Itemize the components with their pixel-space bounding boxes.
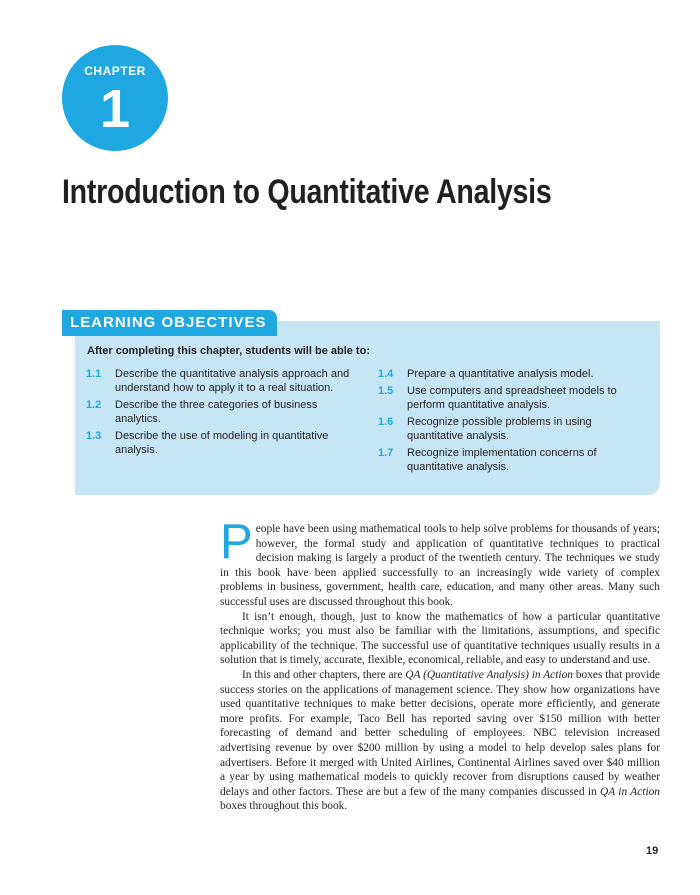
objective-item	[378, 367, 648, 381]
objectives-column-right	[378, 367, 648, 477]
qa-in-action-emphasis: QA (Quantitative Analysis) in Action	[405, 668, 573, 681]
objective-text: Describe the use of modeling in quantitative analysis.	[115, 430, 329, 456]
paragraph-text: boxes throughout this book.	[220, 800, 348, 813]
learning-objectives-intro: After completing this chapter, students will be able to:	[87, 345, 370, 357]
objective-number: 1.5	[378, 385, 394, 397]
objective-number: 1.6	[378, 416, 394, 428]
paragraph-text: boxes that provide success stories on the applications of management science. They show how organizations have used quantitative techniques to make better decisions, operate more efficiently, and generate more profits. For example, Taco Bell has reported saving over $150 million with better forecasting of demand and better scheduling of employees. NBC television increased advertising revenue by over $200 million by using a model to help develop sales plans for advertisers. Before it merged with United Airlines, Continental Airlines saved over $40 million a year by using mathematical models to quickly recover from disruptions caused by weather delays and other factors. These are but a few of the many companies discussed in	[220, 668, 660, 798]
learning-objectives-heading: LEARNING OBJECTIVES	[62, 310, 277, 336]
objective-number: 1.3	[86, 430, 102, 442]
body-paragraph	[220, 668, 660, 814]
page-number: 19	[646, 845, 659, 857]
chapter-number: 1	[99, 79, 131, 139]
body-paragraph	[220, 515, 660, 610]
objective-number: 1.2	[86, 399, 102, 411]
objective-item	[86, 429, 356, 457]
objective-number: 1.4	[378, 368, 394, 380]
objective-text: Prepare a quantitative analysis model.	[407, 368, 594, 380]
objective-text: Recognize implementation concerns of quantitative analysis.	[407, 447, 597, 473]
objective-item	[378, 446, 648, 474]
objective-text: Describe the quantitative analysis approach and understand how to apply it to a real situation.	[115, 368, 350, 394]
objective-number: 1.7	[378, 447, 394, 459]
objective-item	[378, 384, 648, 412]
body-paragraph	[220, 610, 660, 668]
drop-cap: P	[220, 515, 253, 569]
objective-text: Describe the three categories of business analytics.	[115, 399, 318, 425]
objectives-column-left	[86, 367, 356, 460]
objective-number: 1.1	[86, 368, 102, 380]
chapter-label: CHAPTER	[84, 64, 146, 78]
body-text	[220, 515, 661, 814]
paragraph-text: eople have been using mathematical tools to help solve problems for thousands of years; however, the formal study and application of quantitative techniques to practical decision making is largely a product of the twentieth century. The techniques we study in this book have been applied successfully to an increasingly wide variety of complex problems in business, government, health care, education, and many other areas. Many such successful uses are discussed throughout this book.	[220, 523, 660, 608]
objective-text: Recognize possible problems in using quantitative analysis.	[407, 416, 592, 442]
objective-item	[86, 367, 356, 395]
qa-in-action-emphasis: QA in Action	[600, 785, 661, 798]
objective-item	[86, 398, 356, 426]
objective-item	[378, 415, 648, 443]
objective-text: Use computers and spreadsheet models to perform quantitative analysis.	[407, 385, 617, 411]
paragraph-text: In this and other chapters, there are	[242, 668, 406, 681]
chapter-title: Introduction to Quantitative Analysis	[62, 173, 552, 211]
paragraph-text: It isn’t enough, though, just to know the mathematics of how a particular quantitative technique works; you must also be familiar with the limitations, assumptions, and specific applicability of the technique. The successful use of quantitative techniques usually results in a solution that is timely, accurate, flexible, economical, reliable, and easy to understand and use.	[220, 610, 660, 667]
chapter-badge	[62, 45, 168, 151]
